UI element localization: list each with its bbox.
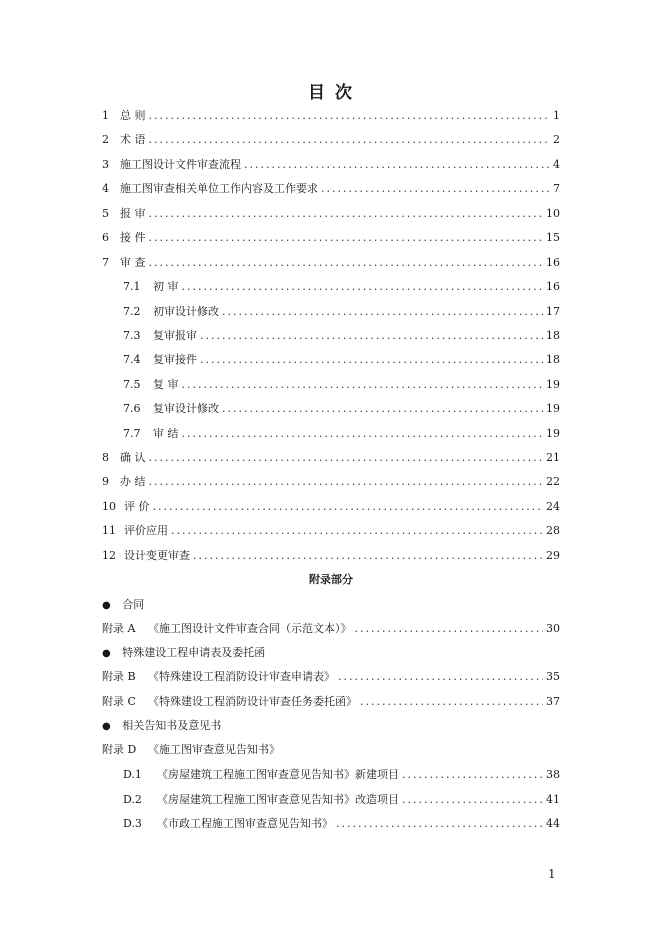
toc-entry[interactable] (102, 206, 560, 222)
toc-subentry[interactable] (123, 328, 560, 344)
toc-number: 7.5 (123, 378, 141, 391)
toc-number: 7.3 (123, 329, 141, 342)
toc-number: 8 (102, 451, 109, 464)
toc-entry[interactable] (102, 157, 560, 173)
appendix-number: D.1 (123, 768, 142, 781)
toc-leader (193, 548, 543, 564)
appendix-label: 《市政工程施工图审查意见告知书》 (157, 817, 333, 830)
toc-entry[interactable] (102, 108, 560, 124)
toc-number: 7.1 (123, 280, 141, 293)
appendix-section-title: 附录部分 (309, 573, 353, 586)
toc-entry[interactable] (102, 499, 560, 515)
toc-label: 审 结 (153, 427, 179, 440)
toc-label: 确 认 (120, 451, 146, 464)
appendix-number: D.2 (123, 793, 142, 806)
bullet-icon: ● (102, 721, 111, 732)
toc-leader (149, 230, 544, 246)
toc-label: 总 则 (120, 109, 146, 122)
toc-number: 6 (102, 231, 109, 244)
appendix-label: 《房屋建筑工程施工图审查意见告知书》新建项目 (157, 768, 399, 781)
bullet-icon: ● (102, 600, 111, 611)
appendix-label: 《施工图设计文件审查合同（示范文本）》 (148, 622, 352, 635)
appendix-group-heading (102, 645, 265, 661)
toc-leader (149, 108, 551, 124)
toc-label: 施工图设计文件审查流程 (120, 158, 241, 171)
toc-leader (222, 401, 543, 417)
toc-page: 4 (553, 158, 560, 171)
toc-leader (222, 304, 543, 320)
toc-label: 审 查 (120, 256, 146, 269)
toc-label: 复审报审 (153, 329, 197, 342)
toc-page: 19 (546, 378, 560, 391)
toc-number: 7.4 (123, 353, 141, 366)
toc-label: 办 结 (120, 475, 146, 488)
toc-number: 4 (102, 182, 109, 195)
toc-page: 17 (546, 305, 560, 318)
toc-label: 初 审 (153, 280, 179, 293)
toc-page: 16 (546, 256, 560, 269)
toc-number: 9 (102, 475, 109, 488)
toc-page: 22 (546, 475, 560, 488)
group-label: 合同 (122, 598, 145, 611)
toc-entry[interactable] (102, 181, 560, 197)
toc-label: 评价应用 (124, 524, 168, 537)
toc-label: 报 审 (120, 207, 146, 220)
toc-entry[interactable] (102, 523, 560, 539)
appendix-number: 附录 B (102, 670, 136, 683)
toc-leader (200, 328, 543, 344)
toc-page: 19 (546, 402, 560, 415)
toc-subentry[interactable] (123, 304, 560, 320)
appendix-group-heading (102, 718, 221, 734)
appendix-number: 附录 A (102, 622, 136, 635)
bullet-icon: ● (102, 648, 111, 659)
toc-page: 21 (546, 451, 560, 464)
toc-page: 30 (546, 622, 560, 635)
toc-label: 复 审 (153, 378, 179, 391)
toc-page: 10 (546, 207, 560, 220)
toc-leader (149, 474, 544, 490)
toc-entry[interactable] (102, 255, 560, 271)
appendix-label: 《特殊建设工程消防设计审查申请表》 (148, 670, 335, 683)
toc-number: 1 (102, 109, 109, 122)
toc-leader (149, 206, 544, 222)
toc-page: 41 (546, 793, 560, 806)
toc-page: 18 (546, 353, 560, 366)
toc-page: 28 (546, 524, 560, 537)
toc-number: 7.7 (123, 427, 141, 440)
toc-page: 2 (553, 133, 560, 146)
toc-page: 35 (546, 670, 560, 683)
toc-leader (244, 157, 550, 173)
toc-label: 初审设计修改 (153, 305, 219, 318)
toc-leader (149, 450, 544, 466)
toc-entry[interactable] (102, 230, 560, 246)
toc-label: 评 价 (124, 500, 150, 513)
appendix-number: D.3 (123, 817, 142, 830)
toc-leader (153, 499, 544, 515)
toc-leader (149, 255, 544, 271)
toc-leader (360, 694, 543, 710)
appendix-entry[interactable] (102, 621, 560, 637)
toc-label: 复审设计修改 (153, 402, 219, 415)
toc-leader (321, 181, 550, 197)
toc-leader (182, 377, 544, 393)
toc-leader (182, 426, 544, 442)
appendix-subentry[interactable] (123, 767, 560, 783)
toc-subentry[interactable] (123, 279, 560, 295)
toc-page: 7 (553, 182, 560, 195)
toc-entry[interactable] (102, 132, 560, 148)
appendix-label: 《房屋建筑工程施工图审查意见告知书》改造项目 (157, 793, 399, 806)
toc-leader (171, 523, 543, 539)
toc-page: 24 (546, 500, 560, 513)
toc-number: 3 (102, 158, 109, 171)
toc-entry[interactable] (102, 450, 560, 466)
toc-leader (402, 792, 543, 808)
toc-label: 接 件 (120, 231, 146, 244)
toc-page: 15 (546, 231, 560, 244)
toc-label: 设计变更审查 (124, 549, 190, 562)
appendix-entry[interactable] (102, 669, 560, 685)
appendix-group-heading (102, 597, 144, 613)
appendix-number: 附录 D (102, 743, 137, 756)
toc-number: 10 (102, 500, 116, 513)
toc-subentry[interactable] (123, 401, 560, 417)
toc-label: 复审接件 (153, 353, 197, 366)
toc-page: 29 (546, 549, 560, 562)
toc-page: 37 (546, 695, 560, 708)
toc-number: 7.6 (123, 402, 141, 415)
toc-leader (336, 816, 543, 832)
appendix-number: 附录 C (102, 695, 136, 708)
toc-entry[interactable] (102, 548, 560, 564)
toc-leader (355, 621, 544, 637)
toc-page: 44 (546, 817, 560, 830)
toc-number: 12 (102, 549, 116, 562)
toc-number: 7 (102, 256, 109, 269)
page-number: 1 (548, 867, 556, 881)
toc-label: 施工图审查相关单位工作内容及工作要求 (120, 182, 318, 195)
toc-number: 7.2 (123, 305, 141, 318)
toc-page: 1 (553, 109, 560, 122)
toc-subentry[interactable] (123, 377, 560, 393)
appendix-entry[interactable] (102, 742, 560, 758)
toc-number: 11 (102, 524, 116, 537)
toc-leader (182, 279, 544, 295)
group-label: 相关告知书及意见书 (122, 719, 222, 732)
toc-leader (149, 132, 551, 148)
toc-number: 2 (102, 133, 109, 146)
appendix-subentry[interactable] (123, 792, 560, 808)
toc-page: 38 (546, 768, 560, 781)
toc-subentry[interactable] (123, 426, 560, 442)
appendix-subentry[interactable] (123, 816, 560, 832)
toc-leader (200, 352, 543, 368)
toc-page: 16 (546, 280, 560, 293)
toc-page: 18 (546, 329, 560, 342)
toc-subentry[interactable] (123, 352, 560, 368)
group-label: 特殊建设工程申请表及委托函 (122, 646, 266, 659)
appendix-label: 《施工图审查意见告知书》 (148, 743, 280, 756)
toc-page: 19 (546, 427, 560, 440)
toc-leader (402, 767, 543, 783)
toc-entry[interactable] (102, 474, 560, 490)
toc-number: 5 (102, 207, 109, 220)
appendix-label: 《特殊建设工程消防设计审查任务委托函》 (148, 695, 357, 708)
page-title: 目 次 (308, 83, 354, 103)
toc-label: 术 语 (120, 133, 146, 146)
appendix-entry[interactable] (102, 694, 560, 710)
toc-leader (338, 669, 543, 685)
